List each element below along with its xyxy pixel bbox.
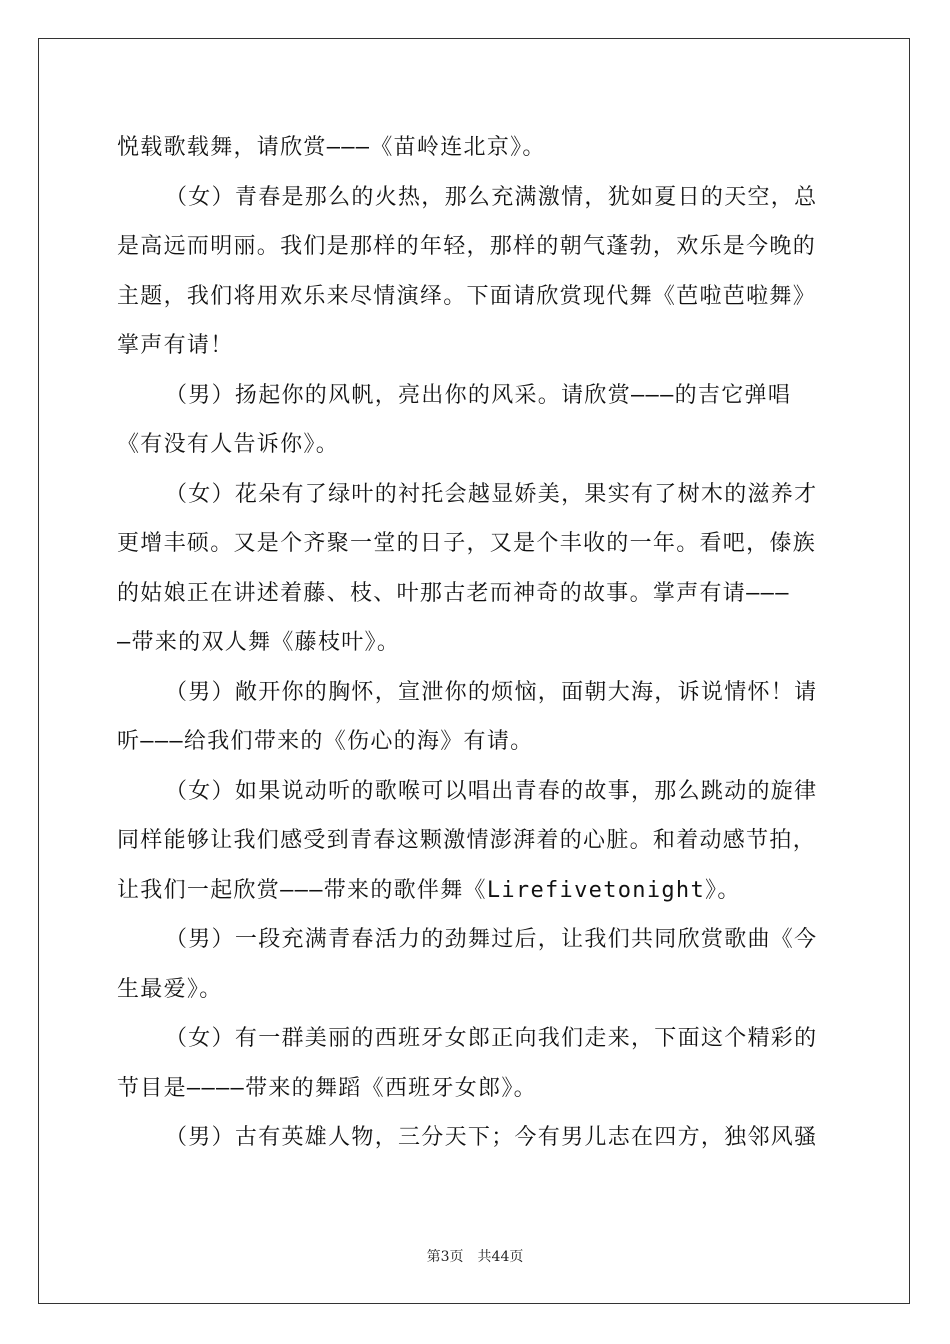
text-line: 听———给我们带来的《伤心的海》有请。 xyxy=(117,729,534,754)
text-line: （女）花朵有了绿叶的衬托会越显娇美，果实有了树木的滋养才 xyxy=(165,481,818,507)
text-line: （女）有一群美丽的西班牙女郎正向我们走来，下面这个精彩的 xyxy=(165,1026,818,1051)
text-line: 掌声有请！ xyxy=(117,333,234,358)
text-line: （男）扬起你的风帆，亮出你的风采。请欣赏———的吉它弹唱 xyxy=(165,382,792,408)
text-line: 主题，我们将用欢乐来尽情演绎。下面请欣赏现代舞《芭啦芭啦舞》 xyxy=(117,283,817,309)
text-line: 的姑娘正在讲述着藤、枝、叶那古老而神奇的故事。掌声有请——— xyxy=(117,580,790,606)
page-footer: 第3页 共44页 xyxy=(426,1249,524,1265)
text-line: 悦载歌载舞，请欣赏———《苗岭连北京》。 xyxy=(117,135,546,160)
text-line: 《有没有人告诉你》。 xyxy=(117,432,340,457)
text-line: （男）敞开你的胸怀，宣泄你的烦恼，面朝大海，诉说情怀！请 xyxy=(165,679,818,705)
text-line: （男）一段充满青春活力的劲舞过后，让我们共同欣赏歌曲《今 xyxy=(165,927,818,952)
text-line: （女）青春是那么的火热，那么充满激情，犹如夏日的天空，总 xyxy=(165,184,818,210)
text-line: 让我们一起欣赏———带来的歌伴舞《Lirefivetonight》。 xyxy=(117,877,741,903)
document-body xyxy=(117,130,833,1170)
text-line: 是高远而明丽。我们是那样的年轻，那样的朝气蓬勃，欢乐是今晚的 xyxy=(117,234,817,259)
text-line: （男）古有英雄人物，三分天下；今有男儿志在四方，独邻风骚 xyxy=(165,1125,818,1150)
text-line: —带来的双人舞《藤枝叶》。 xyxy=(117,630,401,655)
text-line: 生最爱》。 xyxy=(117,976,223,1002)
text-line: 更增丰硕。又是个齐聚一堂的日子，又是个丰收的一年。看吧，傣族 xyxy=(117,531,817,556)
text-line: 节目是————带来的舞蹈《西班牙女郎》。 xyxy=(117,1075,537,1101)
text-line: （女）如果说动听的歌喉可以唱出青春的故事，那么跳动的旋律 xyxy=(165,778,818,804)
text-line: 同样能够让我们感受到青春这颗激情澎湃着的心脏。和着动感节拍， xyxy=(117,828,817,853)
